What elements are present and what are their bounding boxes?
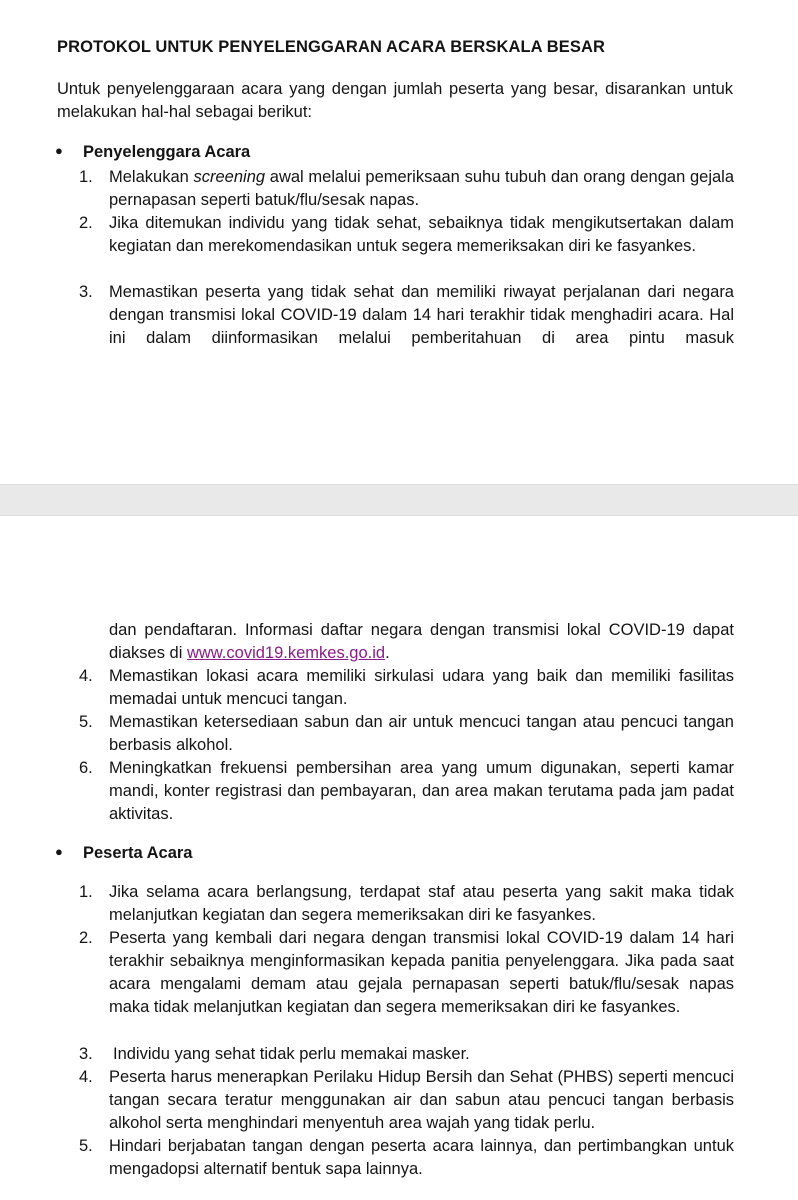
list-item [79, 1043, 734, 1066]
list-item [79, 1066, 734, 1135]
item-3-continuation: dan pendaftaran. Informasi daftar negara dengan transmisi lokal COVID-19 dapat diakses di www.covid19.kemkes.go.id. [109, 621, 734, 662]
document-page-1 [0, 0, 798, 484]
list-item [79, 927, 734, 1019]
intro-paragraph: Untuk penyelenggaraan acara yang dengan jumlah peserta yang besar, disarankan untuk melakukan hal-hal sebagai berikut: [57, 80, 733, 121]
item-number: 1. [79, 168, 93, 186]
list-item [79, 665, 734, 711]
list-item [79, 166, 734, 212]
item-text: Jika ditemukan individu yang tidak sehat, sebaiknya tidak mengikutsertakan dalam kegiatan dan merekomendasikan untuk segera memeriksakan diri ke fasyankes. [109, 214, 734, 255]
bullet-icon: ● [55, 844, 63, 859]
section-organizer-title: Penyelenggara Acara [83, 143, 251, 161]
item-number: 3. [79, 283, 93, 301]
item-number: 5. [79, 1137, 93, 1155]
page-break-gap [0, 484, 798, 516]
bullet-icon: ● [55, 143, 63, 158]
item-number: 5. [79, 713, 93, 731]
list-item [79, 281, 734, 350]
list-item [79, 212, 734, 258]
item-text: Memastikan lokasi acara memiliki sirkulasi udara yang baik dan memiliki fasilitas memadai untuk mencuci tangan. [109, 667, 734, 708]
list-item [79, 757, 734, 826]
list-item [79, 711, 734, 757]
item-number: 1. [79, 883, 93, 901]
item-text: Memastikan ketersediaan sabun dan air untuk mencuci tangan atau pencuci tangan berbasis alkohol. [109, 713, 734, 754]
item-number: 6. [79, 759, 93, 777]
item-number: 4. [79, 667, 93, 685]
item-text: Peserta harus menerapkan Perilaku Hidup Bersih dan Sehat (PHBS) seperti mencuci tangan secara teratur menggunakan air dan sabun atau pencuci tangan berbasis alkohol serta menghindari menyentuh area wajah yang tidak perlu. [109, 1068, 734, 1132]
item-text: Melakukan screening awal melalui pemeriksaan suhu tubuh dan orang dengan gejala pernapasan seperti batuk/flu/sesak napas. [109, 168, 734, 209]
item-number: 3. [79, 1045, 93, 1063]
item-text: Meningkatkan frekuensi pembersihan area yang umum digunakan, seperti kamar mandi, konter registrasi dan pembayaran, dan area makan terutama pada jam padat aktivitas. [109, 759, 734, 823]
section-participants-title: Peserta Acara [83, 844, 193, 862]
section-organizer-heading [55, 143, 250, 162]
list-item [79, 881, 734, 927]
item-number: 2. [79, 214, 93, 232]
document-title: PROTOKOL UNTUK PENYELENGGARAN ACARA BERSKALA BESAR [57, 38, 606, 56]
item-number: 2. [79, 929, 93, 947]
item-text: Hindari berjabatan tangan dengan peserta acara lainnya, dan pertimbangkan untuk mengadopsi alternatif bentuk sapa lainnya. [109, 1137, 734, 1178]
item-text: Memastikan peserta yang tidak sehat dan memiliki riwayat perjalanan dari negara dengan transmisi lokal COVID-19 dalam 14 hari terakhir tidak menghadiri acara. Hal ini dalam diinformasikan melalui pemberitahuan di area pintu masuk [109, 283, 734, 347]
section-participants-heading [55, 844, 192, 863]
list-item [79, 1135, 734, 1181]
emphasis-screening: screening [193, 168, 266, 186]
item-number: 4. [79, 1068, 93, 1086]
item-text: Peserta yang kembali dari negara dengan transmisi lokal COVID-19 dalam 14 hari terakhir sebaiknya menginformasikan kepada panitia penyelenggara. Jika pada saat acara mengalami demam atau gejala pernapasan seperti batuk/flu/sesak napas maka tidak melanjutkan kegiatan dan segera memeriksakan diri ke fasyankes. [109, 929, 734, 1016]
item-text: Individu yang sehat tidak perlu memakai masker. [113, 1045, 470, 1063]
item-text: Jika selama acara berlangsung, terdapat staf atau peserta yang sakit maka tidak melanjutkan kegiatan dan segera memeriksakan diri ke fasyankes. [109, 883, 734, 924]
kemkes-link[interactable]: www.covid19.kemkes.go.id [186, 644, 386, 662]
